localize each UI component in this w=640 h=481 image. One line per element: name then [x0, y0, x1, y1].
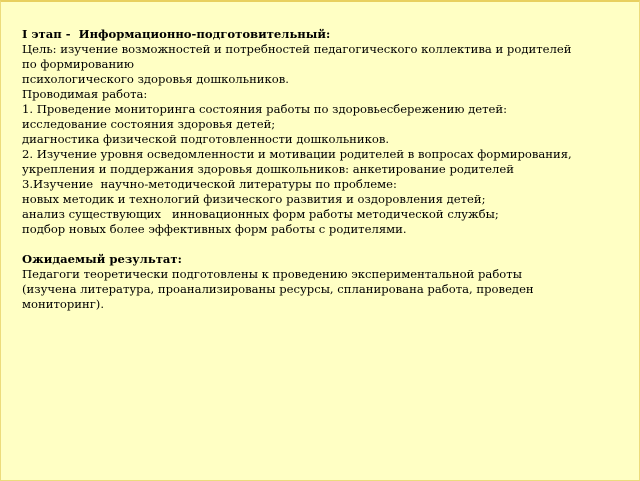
spacer [22, 237, 628, 252]
stage-line: укрепления и поддержания здоровья дошкольников: анкетирование родителей [22, 162, 514, 176]
result-title: Ожидаемый результат: [22, 252, 182, 266]
stage-line: по формированию [22, 57, 135, 71]
stage-line: 2. Изучение уровня осведомленности и мотивации родителей в вопросах формирования, [22, 147, 572, 161]
stage-line: подбор новых более эффективных форм работы с родителями. [22, 222, 407, 236]
stage-line: 1. Проведение мониторинга состояния работы по здоровьесбережению детей: [22, 102, 508, 116]
stage-line: 3.Изучение научно-методической литературы по проблеме: [22, 177, 397, 191]
stage-line: Цель: изучение возможностей и потребностей педагогического коллектива и родителей [22, 42, 572, 56]
stage-line: психологического здоровья дошкольников. [22, 72, 289, 86]
stage-line: анализ существующих инновационных форм работы методической службы; [22, 207, 499, 221]
stage-line: исследование состояния здоровья детей; [22, 117, 276, 131]
stage-title: I этап - Информационно-подготовительный: [22, 27, 331, 41]
slide-content [22, 27, 628, 312]
result-line: Педагоги теоретически подготовлены к проведению экспериментальной работы [22, 267, 522, 281]
stage-line: Проводимая работа: [22, 87, 148, 101]
result-line: (изучена литература, проанализированы ресурсы, спланирована работа, проведен [22, 282, 534, 296]
stage-line: новых методик и технологий физического развития и оздоровления детей; [22, 192, 486, 206]
result-line: мониторинг). [22, 297, 105, 311]
stage-line: диагностика физической подготовленности дошкольников. [22, 132, 390, 146]
